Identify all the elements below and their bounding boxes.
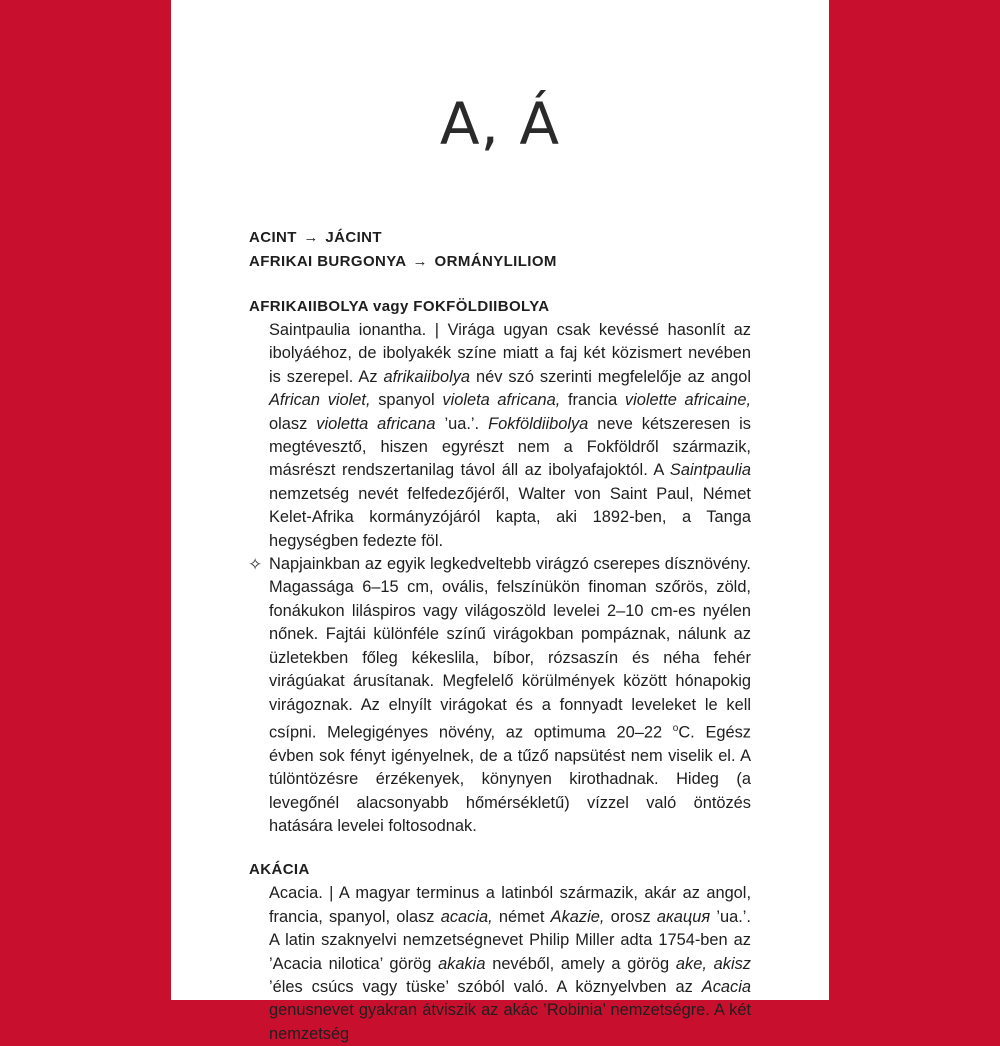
entries-column xyxy=(249,226,751,1046)
ref-to: ORMÁNYLILIOM xyxy=(434,253,557,270)
ref-from: AFRIKAI BURGONYA xyxy=(249,253,406,270)
text-run: spanyol xyxy=(370,391,443,410)
text-run: francia xyxy=(560,391,625,410)
entry-headword: AKÁCIA xyxy=(249,861,310,879)
text-run: акация xyxy=(656,907,711,926)
degree-superscript: o xyxy=(672,722,679,734)
ref-to: JÁCINT xyxy=(325,229,382,246)
arrow-right-icon: → xyxy=(412,253,428,270)
text-run: Saintpaulia xyxy=(669,461,751,480)
cross-reference xyxy=(249,226,751,250)
cross-reference xyxy=(249,250,751,274)
arrow-right-icon: → xyxy=(303,229,319,246)
text-run: Akazie, xyxy=(550,907,605,926)
text-run: név szó szerinti megfelelője az angol xyxy=(470,367,751,386)
text-run: nemzetség nevét felfedezőjéről, Walter von Saint Paul, Német Kelet-Afrika kormányzójáról kapta, aki 1892-ben, a Tanga hegységben fedezte föl. xyxy=(269,484,751,550)
four-point-star-icon: ✧ xyxy=(248,555,263,575)
text-run: Acacia. | A magyar terminus a latinból származik, akár az angol, francia, spanyol, olasz xyxy=(269,884,751,926)
text-run: olasz xyxy=(269,414,317,433)
text-run: afrikaiibolya xyxy=(383,367,471,386)
entry-headword: AFRIKAIIBOLYA vagy FOKFÖLDIIBOLYA xyxy=(249,298,550,315)
text-run: neve kétszeresen is megtévesztő, hiszen egyrészt nem a Fokföldről származik, másrészt rendszertanilag távol áll az ibolyafajoktól. A xyxy=(269,414,751,480)
entry-etymology-paragraph xyxy=(269,319,751,553)
text-run: német xyxy=(492,907,551,926)
text-run: Saintpaulia ionantha. | Virága ugyan csak kevéssé hasonlít az ibolyáéhoz, de ibolyakék színe miatt a faj két közismert nevében is szerepel. Az xyxy=(269,321,751,386)
letter-heading: A, Á xyxy=(439,90,561,158)
ref-from: ACINT xyxy=(249,229,297,246)
text-run: orosz xyxy=(604,907,657,926)
text-run: ake, akisz xyxy=(675,954,751,973)
text-run: ’ua.’. xyxy=(435,414,489,433)
text-run: genusnevet gyakran átviszik az akác ’Robinia’ nemzetségre. A két nemzetség xyxy=(269,1001,751,1043)
text-run: C. Egész évben sok fényt igényelnek, de a tűző napsütést nem viselik el. A túlöntözésre érzékenyek, könynyen kirothadnak. Hideg (a levegőnél alacsonyabb hőmérsékletű) vízzel való öntözés hatására levelei foltosodnak. xyxy=(269,723,751,835)
text-run: akakia xyxy=(438,954,486,973)
text-run: Fokföldiibolya xyxy=(488,414,589,433)
text-run: Acacia xyxy=(701,978,751,997)
text-run: violette africaine, xyxy=(624,391,751,410)
text-run: nevéből, amely a görög xyxy=(485,954,676,973)
text-run: ’ua.’. A latin szaknyelvi nemzetségnevet Philip Miller adta 1754-ben az ’Acacia nilotica’ görög xyxy=(269,907,751,973)
entry-cultivation-paragraph xyxy=(248,553,751,838)
entry-etymology-paragraph xyxy=(269,882,751,1046)
text-run: violeta africana, xyxy=(442,391,561,410)
text-run: ’éles csúcs vagy tüske’ szóból való. A köznyelvben az xyxy=(269,978,702,997)
text-run: African violet, xyxy=(269,391,371,410)
text-run: Napjainkban az egyik legkedveltebb virágzó cserepes dísznövény. Magassága 6–15 cm, ovális, felszínükön finoman szőrös, zöld, fonákukon liláspiros vagy világoszöld levelei 2–10 cm-es nyélen nőnek. Fajtái különféle színű virágokban pompáznak, nálunk az üzletekben főleg kékeslila, bíbor, rózsaszín és néha fehér virágúakat árusítanak. Megfelelő körülmények között hónapokig virágoznak. Az elnyílt virágokat és a fonnyadt leveleket le kell csípni. Melegigényes növény, az optimuma 20–22 xyxy=(269,555,751,742)
text-run: acacia, xyxy=(440,907,493,926)
text-run: violetta africana xyxy=(316,414,436,433)
dictionary-page xyxy=(171,0,829,1043)
